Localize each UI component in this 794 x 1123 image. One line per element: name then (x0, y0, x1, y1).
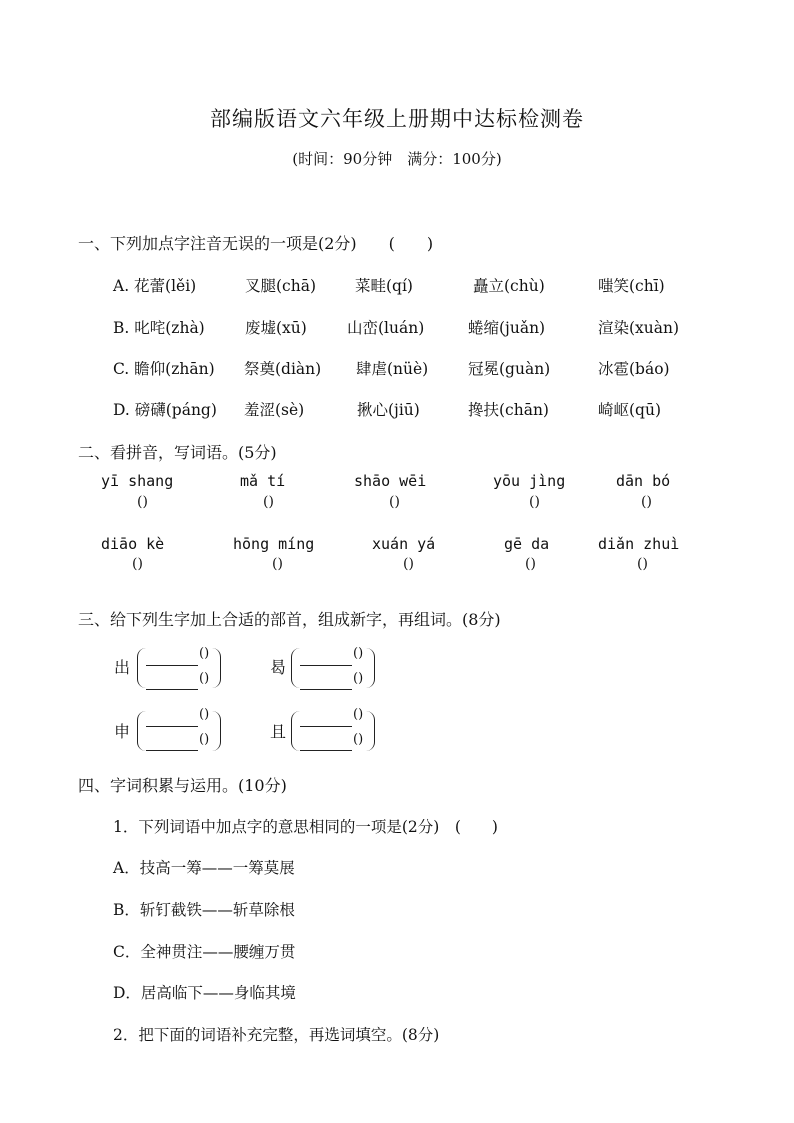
choice-a: A．技高一筹——一筹莫展 (113, 859, 295, 877)
question-3-heading: 三、给下列生字加上合适的部首，组成新字，再组词。(8分) (78, 610, 501, 629)
blank-line[interactable] (300, 689, 352, 690)
option-d-4: 搀扶(chān) (468, 401, 549, 419)
blank-line[interactable] (300, 750, 352, 751)
answer-blank[interactable]: () (529, 494, 540, 510)
option-c-5: 冰雹(báo) (598, 360, 670, 378)
exam-info: (时间：90分钟 满分：100分) (292, 150, 502, 168)
option-c-4: 冠冕(guàn) (468, 360, 551, 378)
option-b-4: 蜷缩(juǎn) (468, 319, 546, 337)
answer-blank[interactable]: () (137, 494, 148, 510)
pinyin-item: dān bó (616, 472, 671, 490)
option-a-1: A. 花蕾(lěi) (113, 277, 197, 295)
base-char: 出 (114, 658, 131, 677)
answer-blank[interactable]: () (353, 671, 364, 686)
option-d-2: 羞涩(sè) (244, 401, 305, 419)
left-brace (291, 648, 300, 688)
option-a-2: 叉腿(chā) (245, 277, 316, 295)
answer-blank[interactable]: () (263, 494, 274, 510)
answer-blank[interactable]: () (199, 732, 210, 747)
answer-blank[interactable]: () (199, 707, 210, 722)
option-c-1: C. 瞻仰(zhān) (113, 360, 215, 378)
option-b-1: B. 叱咤(zhà) (113, 319, 205, 337)
option-a-4: 矗立(chù) (473, 277, 545, 295)
option-b-2: 废墟(xū) (245, 319, 307, 337)
answer-blank[interactable]: () (353, 646, 364, 661)
answer-blank[interactable]: () (353, 732, 364, 747)
right-brace (212, 711, 221, 751)
blank-line[interactable] (146, 689, 198, 690)
base-char: 曷 (270, 658, 287, 677)
answer-blank[interactable]: () (389, 494, 400, 510)
choice-b: B．斩钉截铁——斩草除根 (113, 901, 295, 919)
option-b-5: 渲染(xuàn) (598, 319, 680, 337)
question-2-heading: 二、看拼音，写词语。(5分) (78, 443, 277, 462)
question-4-sub-1: 1．下列词语中加点字的意思相同的一项是(2分) ( ) (113, 818, 498, 836)
option-d-3: 揪心(jiū) (357, 401, 420, 419)
answer-blank[interactable]: () (525, 556, 536, 572)
page-title: 部编版语文六年级上册期中达标检测卷 (210, 107, 584, 131)
answer-blank[interactable]: () (637, 556, 648, 572)
answer-blank[interactable]: () (353, 707, 364, 722)
option-c-3: 肆虐(nüè) (356, 360, 429, 378)
option-c-2: 祭奠(diàn) (244, 360, 322, 378)
right-brace (366, 711, 375, 751)
base-char: 且 (270, 722, 287, 741)
option-a-3: 菜畦(qí) (355, 277, 413, 295)
pinyin-item: shāo wēi (354, 472, 427, 490)
left-brace (291, 711, 300, 751)
left-brace (137, 711, 146, 751)
pinyin-item: xuán yá (372, 535, 436, 553)
question-4-heading: 四、字词积累与运用。(10分) (78, 776, 287, 795)
blank-line[interactable] (146, 665, 198, 666)
blank-line[interactable] (300, 665, 352, 666)
pinyin-item: hōng míng (233, 535, 315, 553)
blank-line[interactable] (146, 750, 198, 751)
base-char: 申 (114, 722, 131, 741)
answer-blank[interactable]: () (403, 556, 414, 572)
blank-line[interactable] (146, 726, 198, 727)
pinyin-item: gē da (504, 535, 550, 553)
pinyin-item: yī shang (101, 472, 174, 490)
question-4-sub-2: 2．把下面的词语补充完整，再选词填空。(8分) (113, 1026, 440, 1044)
blank-line[interactable] (300, 726, 352, 727)
question-1-heading: 一、下列加点字注音无误的一项是(2分) ( ) (78, 234, 434, 253)
option-d-5: 崎岖(qū) (598, 401, 661, 419)
right-brace (212, 648, 221, 688)
left-brace (137, 648, 146, 688)
option-d-1: D. 磅礴(páng) (113, 401, 217, 419)
answer-blank[interactable]: () (199, 671, 210, 686)
pinyin-item: diāo kè (101, 535, 165, 553)
pinyin-item: mǎ tí (240, 472, 286, 490)
answer-blank[interactable]: () (199, 646, 210, 661)
right-brace (366, 648, 375, 688)
choice-c: C．全神贯注——腰缠万贯 (113, 943, 296, 961)
pinyin-item: yōu jìng (493, 472, 566, 490)
option-b-3: 山峦(luán) (347, 319, 425, 337)
choice-d: D．居高临下——身临其境 (113, 984, 296, 1002)
answer-blank[interactable]: () (641, 494, 652, 510)
answer-blank[interactable]: () (132, 556, 143, 572)
option-a-5: 嗤笑(chī) (598, 277, 665, 295)
answer-blank[interactable]: () (272, 556, 283, 572)
pinyin-item: diǎn zhuì (598, 535, 680, 553)
